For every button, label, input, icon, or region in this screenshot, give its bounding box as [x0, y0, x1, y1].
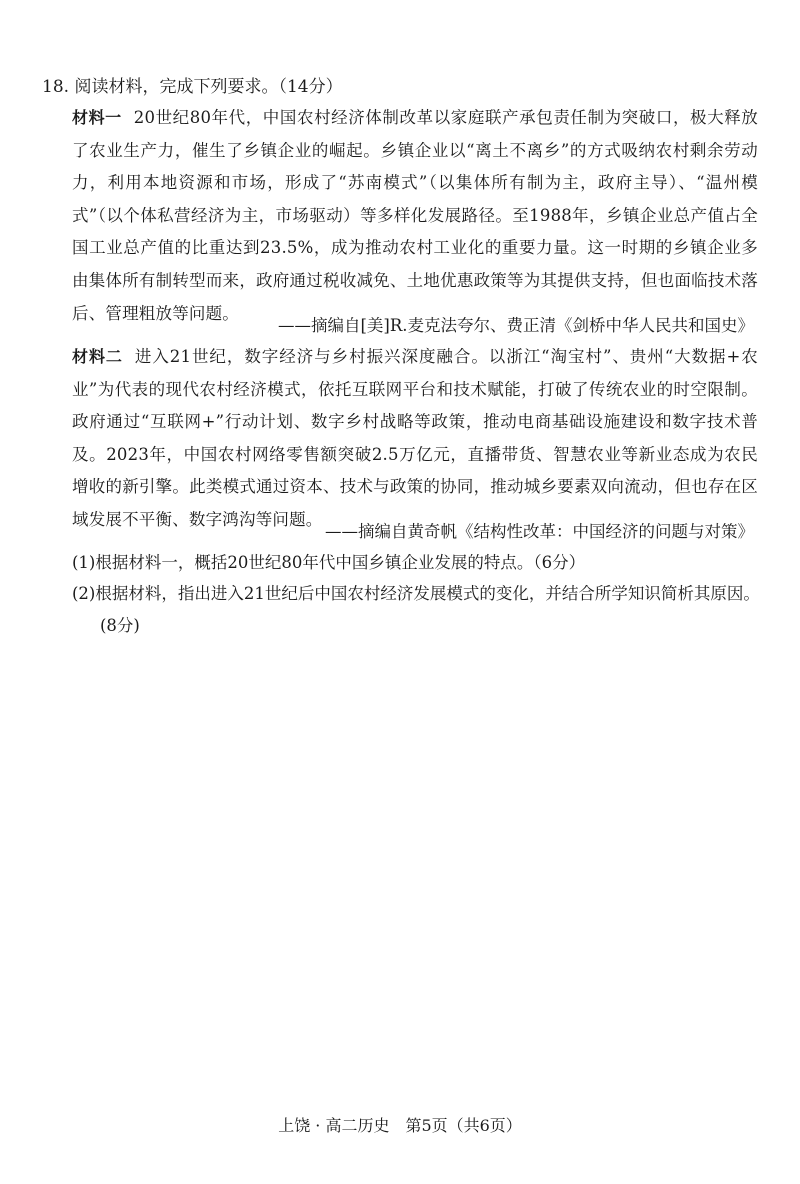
- material-two-label: 材料二: [72, 347, 123, 366]
- sub-question-1: (1)根据材料一，概括20世纪80年代中国乡镇企业发展的特点。（6分）: [72, 553, 586, 572]
- sub-question-2-score: (8分): [100, 616, 140, 635]
- material-one-source: ——摘编自[美]R.麦克法夸尔、费正清《剑桥中华人民共和国史》: [277, 316, 754, 335]
- material-one-text: 20世纪80年代，中国农村经济体制改革以家庭联产承包责任制为突破口，极大释放了农业生产力，催生了乡镇企业的崛起。乡镇企业以“离土不离乡”的方式吸纳农村剩余劳动力，利用本地资源和市场，形成了“苏南模式”（以集体所有制为主，政府主导）、“温州模式”（以个体私营经济为主，市场驱动）等多样化发展路径。至1988年，乡镇企业总产值占全国工业总产值的比重达到23.5%，成为推动农村工业化的重要力量。这一时期的乡镇企业多由集体所有制转型而来，政府通过税收减免、土地优惠政策等为其提供支持，但也面临技术落后、管理粗放等问题。: [72, 108, 759, 323]
- material-one: [72, 102, 758, 330]
- sub-question-2-text: (2)根据材料，指出进入21世纪后中国农村经济发展模式的变化，并结合所学知识简析其原因。: [72, 584, 760, 603]
- question-title: 18. 阅读材料，完成下列要求。（14分）: [42, 77, 343, 97]
- material-one-label: 材料一: [72, 108, 122, 127]
- page-footer: 上饶 · 高二历史 第5页（共6页）: [278, 1116, 522, 1135]
- material-two: [72, 341, 758, 537]
- material-two-text: 进入21世纪，数字经济与乡村振兴深度融合。以浙江“淘宝村”、贵州“大数据+农业”为代表的现代农村经济模式，依托互联网平台和技术赋能，打破了传统农业的时空限制。政府通过“互联网+”行动计划、数字乡村战略等政策，推动电商基础设施建设和数字技术普及。2023年，中国农村网络零售额突破2.5万亿元，直播带货、智慧农业等新业态成为农民增收的新引擎。此类模式通过资本、技术与政策的协同，推动城乡要素双向流动，但也存在区域发展不平衡、数字鸿沟等问题。: [72, 347, 758, 529]
- material-two-source: ——摘编自黄奇帆《结构性改革：中国经济的问题与对策》: [325, 522, 754, 541]
- sub-question-2: [72, 578, 762, 642]
